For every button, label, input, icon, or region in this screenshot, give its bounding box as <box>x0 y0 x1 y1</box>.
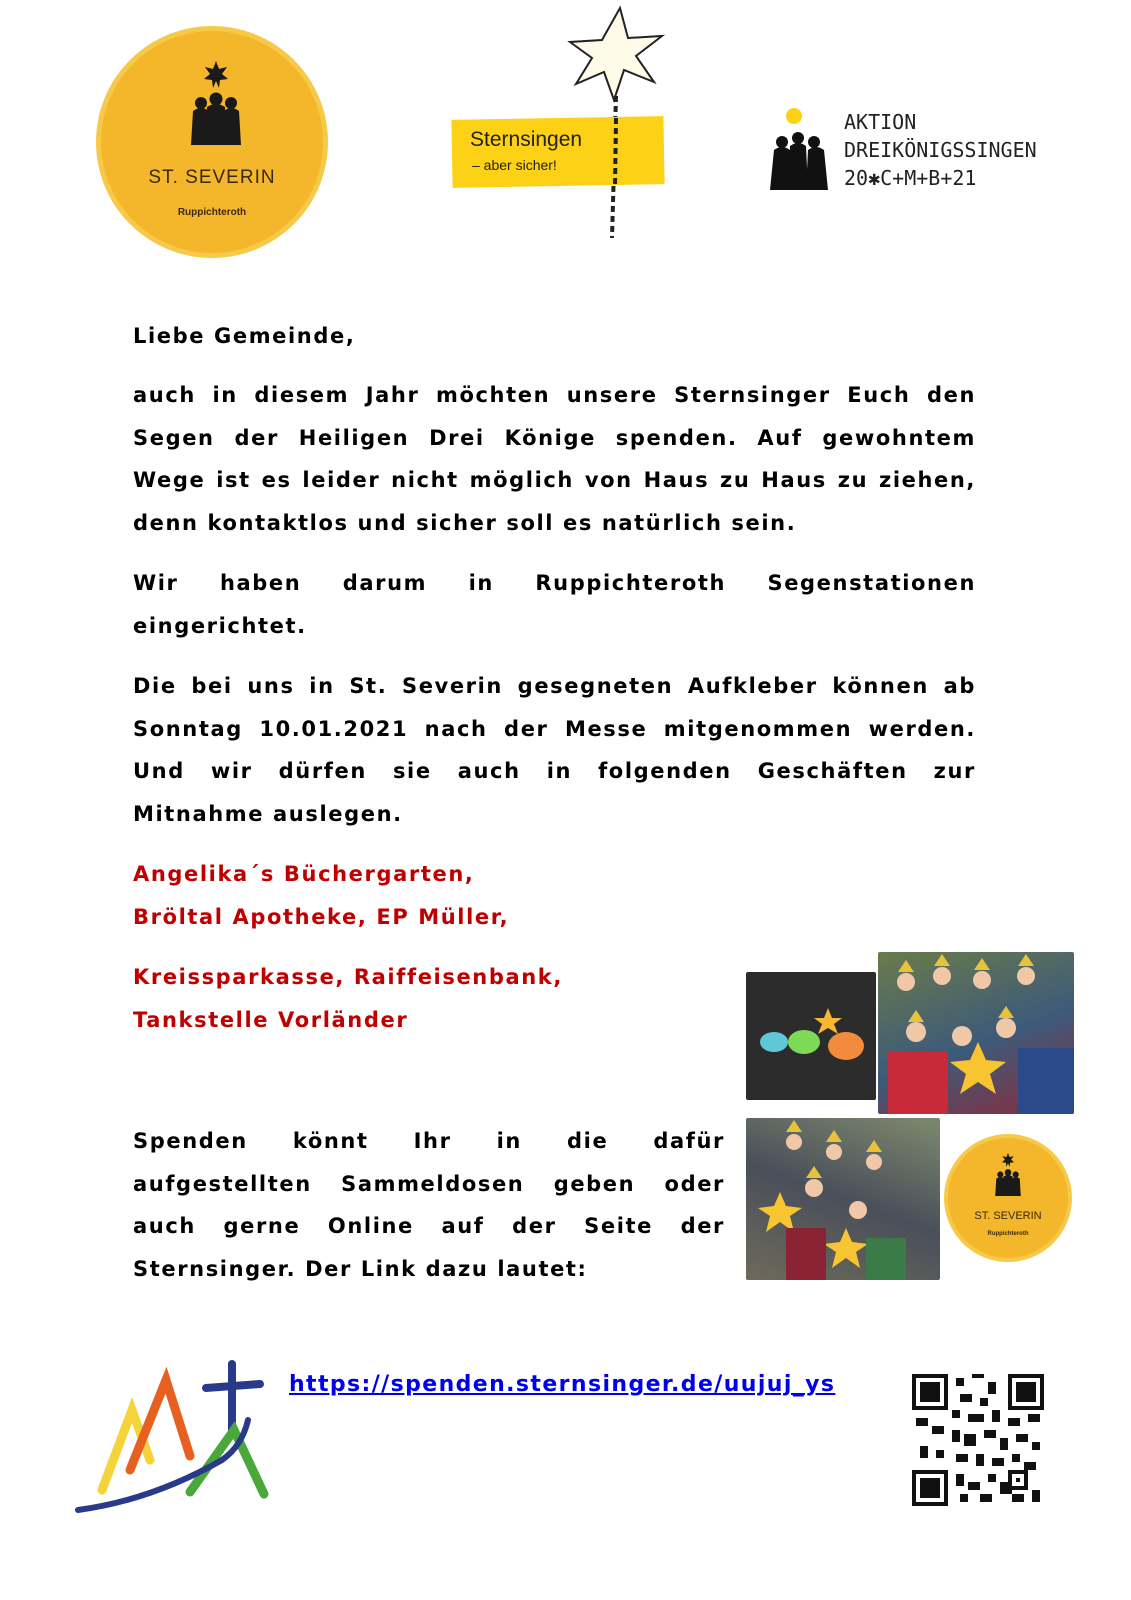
severin-name: ST. SEVERIN <box>974 1210 1042 1222</box>
shop-list-1 <box>133 853 976 938</box>
qr-code <box>912 1374 1044 1506</box>
sternsingen-title: Sternsingen <box>470 128 583 151</box>
paragraph-1: auch in diesem Jahr möchten unsere Sternsinger Euch den Segen der Heiligen Drei Könige spenden. Auf gewohntem Wege ist es leider nicht möglich von Haus zu Haus zu ziehen, denn kontaktlos und sicher soll es natürlich sein. <box>133 383 976 535</box>
aktion-dreikoenigssingen-logo <box>766 102 1066 198</box>
sternsinger-cross-logo <box>72 1360 272 1520</box>
severin-town: Ruppichteroth <box>177 207 247 218</box>
paragraph-donations: Spenden könnt Ihr in die dafür aufgestellten Sammeldosen geben oder auch gerne Online auf der Seite der Sternsinger. Der Link dazu lautet: <box>133 1129 725 1281</box>
aktion-line3: 20✱C+M+B+21 <box>844 166 977 190</box>
paragraph-2: Wir haben darum in Ruppichteroth Segenstationen eingerichtet. <box>133 571 976 638</box>
star-singers-group-photo <box>878 952 1074 1114</box>
greeting: Liebe Gemeinde, <box>133 324 356 348</box>
severin-town: Ruppichteroth <box>987 1231 1029 1237</box>
aktion-line2: DREIKÖNIGSSINGEN <box>844 138 1037 162</box>
donation-link[interactable]: https://spenden.sternsinger.de/uujuj_ys <box>289 1372 836 1397</box>
st-severin-logo <box>96 26 328 258</box>
three-kings-icon <box>990 1152 1026 1198</box>
sternsingen-aber-sicher-logo <box>448 4 674 244</box>
severin-name: ST. SEVERIN <box>148 167 276 188</box>
three-kings-icon <box>181 59 251 149</box>
star-singers-stairs-photo <box>746 1118 940 1280</box>
shop-line: Kreissparkasse, Raiffeisenbank, <box>133 965 563 989</box>
shop-line: Angelika´s Büchergarten, <box>133 862 475 886</box>
kings-silhouette-icon <box>766 102 836 198</box>
blessing-stickers-photo <box>746 972 876 1100</box>
paragraph-3: Die bei uns in St. Severin gesegneten Aufkleber können ab Sonntag 10.01.2021 nach der Messe mitgenommen werden. Und wir dürfen sie auch in folgenden Geschäften zur Mitnahme auslegen. <box>133 674 976 826</box>
st-severin-small-logo <box>944 1134 1072 1262</box>
shop-line: Tankstelle Vorländer <box>133 1007 409 1032</box>
aktion-line1: AKTION <box>844 110 917 134</box>
shop-line: Bröltal Apotheke, EP Müller, <box>133 904 510 929</box>
sternsingen-subtitle: – aber sicher! <box>472 157 557 173</box>
